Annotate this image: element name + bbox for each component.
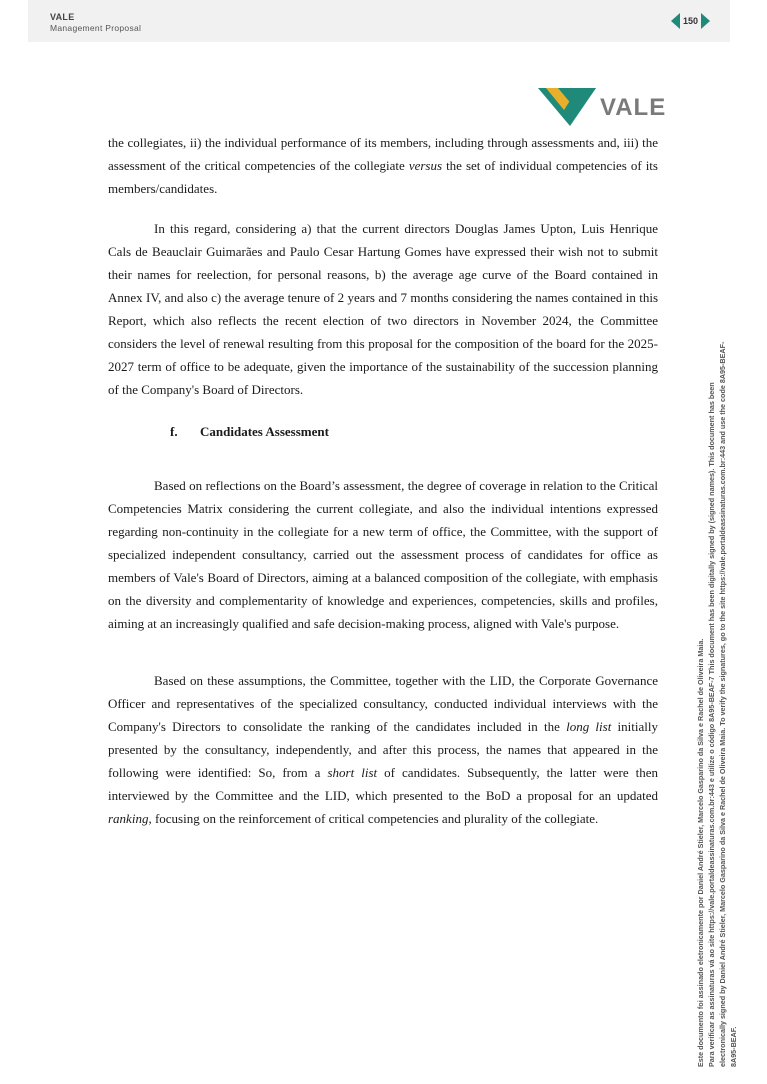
p4-text-4: , focusing on the reinforcement of critical competencies and plurality of the collegiate. [148,811,599,826]
p4-italic-2: short list [327,765,378,780]
page-number: 150 [683,16,699,26]
signature-line-4: 8A95-BEAF. [729,1026,738,1067]
p4-italic-3: ranking [108,811,149,826]
signature-line-1: Este documento foi assinado eletronicamente por Daniel André Stieler, Marcelo Gasparino da Silva e Rachel de Oliveira Maia. [696,638,705,1067]
header-document-title: Management Proposal [50,23,142,33]
page-header [28,0,730,42]
document-body [108,131,658,830]
paragraph-3: Based on reflections on the Board’s assessment, the degree of coverage in relation to the Critical Competencies Matrix considering the current collegiate, and also the individual intentions expressed regarding non-continuity in the collegiate for a new term of office, the Committee, with the support of specialized independent consultancy, carried out the assessment process of candidates for office as members of Vale's Board of Directors, aiming at a balanced composition of the collegiate, with emphasis on the diversity and complementarity of knowledge and experiences, competencies, skills and profiles, aiming at an increasingly qualified and safe decision-making process, aligned with Vale's purpose. [108,478,658,631]
section-heading [108,420,658,443]
p4-italic-1: long list [566,719,612,734]
p1-text-end: the set of individual competencies of its members/candidates. [108,158,658,196]
signature-line-3: electronically signed by Daniel André Stieler, Marcelo Gasparino da Silva e Rachel de Oliveira Maia. To verify the signatures, go to the site https://vale.portaldeassinaturas.com.br:443 and use the code 8A95-BEAF- [718,341,727,1067]
p4-text-1: Based on these assumptions, the Committee, together with the LID, the Corporate Governance Officer and representatives of the specialized consultancy, conducted individual interviews with the Company's Directors to consolidate the ranking of the candidates included in the [108,673,658,734]
vale-logo [538,84,667,128]
paragraph-4 [108,669,658,830]
signature-line-2: Para verificar as assinaturas vá ao site https://vale.portaldeassinaturas.com.br:443 e utilize o código 8A95-BEAF-7 This document has been digitally signed by (signed names). This document has been [707,382,716,1067]
paragraph-2: In this regard, considering a) that the current directors Douglas James Upton, Luis Henrique Cals de Beauclair Guimarães and Paulo Cesar Hartung Gomes have expressed their wish not to submit their names for reelection, for personal reasons, b) the average age curve of the Board contained in Annex IV, and also c) the average tenure of 2 years and 7 months considering the names contained in this Report, which also reflects the recent election of two directors in November 2024, the Committee considers the level of renewal resulting from this proposal for the composition of the board for the 2025-2027 term of office to be adequate, given the importance of the sustainability of the succession planning of the Company's Board of Directors. [108,221,658,397]
paragraph-1 [108,131,658,200]
previous-page-icon[interactable] [671,13,680,29]
p4-text-2: initially presented by the consultancy, independently, and after this process, the names that appeared in the following were identified: So, from a [108,719,658,780]
p1-text: the collegiates, ii) the individual performance of its members, including through assessments and, iii) the assessment of the critical competencies of the collegiate [108,135,658,173]
p4-text-3: of candidates. Subsequently, the latter were then interviewed by the Committee and the LID, which presented to the BoD a proposal for an updated [108,765,659,803]
page-navigator [671,10,710,32]
vale-logo-mark-icon [538,84,598,128]
section-number: f. [170,424,178,439]
header-company: VALE [50,12,75,22]
p1-italic: versus [408,158,443,173]
section-title: Candidates Assessment [200,424,329,439]
signature-notice [672,72,762,1072]
next-page-icon[interactable] [701,13,710,29]
logo-wordmark: VALE [600,94,667,121]
